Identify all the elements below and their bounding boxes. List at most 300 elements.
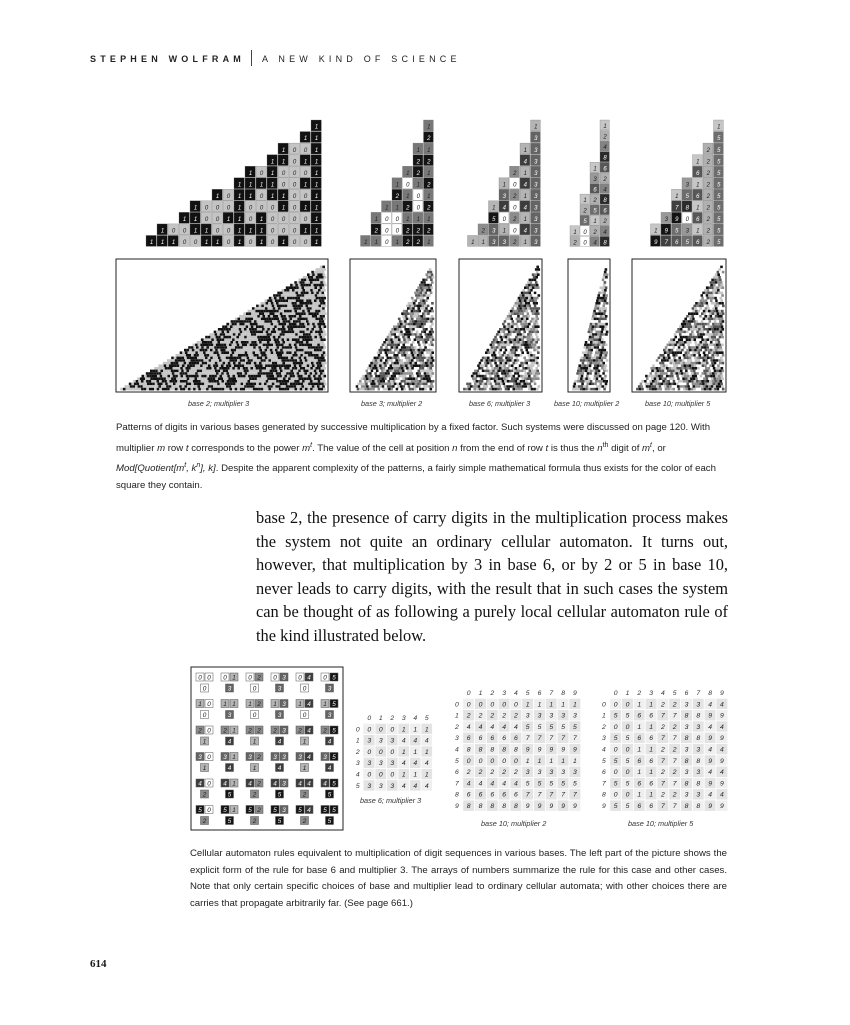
digit-cell-value: 1	[603, 123, 607, 130]
rule-input-digit: 4	[307, 727, 311, 735]
table-cell-value: 0	[625, 791, 630, 799]
digit-cell-value: 2	[374, 228, 378, 235]
rule-input-digit: 2	[223, 727, 227, 735]
digit-cell-value: 4	[593, 240, 597, 247]
table-cell-value: 5	[625, 780, 630, 788]
table-cell-value: 0	[390, 748, 395, 756]
rule-input-digit: 4	[198, 780, 202, 788]
digit-cell-value: 8	[603, 240, 607, 247]
digit-cell-value: 5	[717, 205, 721, 212]
table-row-header: 5	[455, 757, 459, 765]
digit-cell-value: 1	[303, 159, 308, 166]
table-cell-value: 4	[720, 701, 724, 709]
table-cell-value: 0	[378, 771, 383, 779]
table-cell-value: 6	[649, 757, 653, 765]
digit-cell-value: 1	[270, 182, 275, 189]
table-cell-value: 1	[637, 723, 642, 731]
table-row-header: 1	[355, 737, 360, 745]
rule-output-digit: 2	[252, 818, 257, 826]
table-cell-value: 9	[720, 757, 724, 765]
table-cell-value: 5	[549, 723, 554, 731]
digit-cell-value: 1	[259, 240, 264, 247]
digit-cell-value: 1	[523, 147, 527, 154]
digit-cell-value: 1	[204, 228, 209, 235]
digit-cell-value: 4	[523, 159, 527, 166]
digit-cell-value: 3	[502, 193, 506, 200]
table-row-header: 3	[455, 735, 459, 743]
rule-input-digit: 3	[282, 754, 286, 762]
rule-output-digit: 4	[227, 738, 232, 746]
digit-cell-value: 3	[534, 217, 538, 224]
table-cell-value: 8	[696, 757, 701, 765]
digit-cell-value: 0	[259, 193, 264, 200]
table-cell-value: 5	[537, 780, 542, 788]
digit-cell-value: 0	[685, 217, 689, 224]
table-col-header: 4	[661, 690, 665, 697]
rule-output-digit: 5	[277, 818, 282, 826]
table-cell-value: 4	[424, 760, 429, 768]
table-cell-value: 1	[649, 769, 653, 777]
rule-input-digit: 0	[223, 674, 227, 682]
table-cell-value: 0	[466, 701, 471, 709]
table-cell-value: 5	[561, 723, 565, 731]
table-cell-value: 6	[637, 735, 642, 743]
digit-cell-value: 5	[492, 217, 496, 224]
table-cell-value: 8	[514, 803, 518, 810]
table-cell-value: 7	[672, 757, 677, 765]
table-cell-value: 0	[613, 701, 618, 709]
table-col-header: 5	[672, 690, 677, 697]
digit-cell-value: 1	[427, 217, 431, 224]
rule-output-digit: 5	[227, 791, 232, 799]
table-cell-value: 4	[708, 769, 712, 777]
rule-input-digit: 1	[232, 727, 236, 735]
digit-cell-value: 2	[427, 205, 431, 212]
rule-input-digit: 4	[248, 780, 252, 788]
table-cell-value: 9	[708, 803, 712, 810]
table-cell-value: 6	[490, 735, 495, 743]
digit-cell-value: 0	[248, 240, 253, 247]
table-cell-value: 6	[466, 735, 471, 743]
table-cell-value: 0	[478, 701, 483, 709]
table-cell-value: 1	[637, 769, 642, 777]
digit-cell-value: 1	[395, 205, 399, 212]
table-cell-value: 5	[561, 780, 565, 788]
table-cell-value: 6	[649, 712, 653, 720]
digit-cell-value: 6	[696, 217, 700, 224]
table-row-header: 8	[602, 791, 606, 799]
table-row-header: 7	[602, 780, 606, 788]
table-cell-value: 0	[466, 757, 471, 765]
table-row-header: 0	[455, 701, 459, 709]
table-col-header: 7	[549, 690, 554, 697]
table-cell-value: 3	[525, 712, 530, 720]
table-cell-value: 0	[367, 771, 372, 779]
digit-cell-value: 0	[215, 228, 220, 235]
table-cell-value: 2	[502, 769, 506, 777]
digit-cell-value: 2	[706, 217, 710, 224]
table-cell-value: 6	[649, 803, 653, 810]
table-cell-value: 4	[708, 791, 712, 799]
table-cell-value: 4	[413, 737, 418, 745]
panel-label-base2-mult3: base 2; multiplier 3	[188, 399, 250, 408]
table-cell-value: 1	[573, 757, 577, 765]
digit-cell-value: 1	[385, 205, 389, 212]
table-col-header: 2	[490, 690, 495, 697]
table-cell-value: 5	[613, 780, 618, 788]
rule-input-digit: 0	[207, 674, 211, 682]
table-cell-value: 9	[549, 803, 554, 810]
digit-cell-value: 1	[281, 205, 286, 212]
digit-cell-value: 0	[281, 217, 286, 224]
digit-cell-value: 0	[292, 205, 297, 212]
digit-cell-value: 1	[248, 170, 253, 177]
header-author: STEPHEN WOLFRAM	[90, 54, 245, 64]
table-cell-value: 0	[390, 771, 395, 779]
table-cell-value: 1	[549, 701, 554, 709]
digit-cell-value: 1	[416, 147, 420, 154]
rule-output-digit: 3	[327, 685, 332, 693]
digit-cell-value: 1	[492, 205, 496, 212]
digit-cell-value: 0	[226, 240, 231, 247]
rule-input-digit: 4	[323, 780, 327, 788]
table-cell-value: 9	[708, 757, 712, 765]
digit-cell-value: 1	[523, 240, 527, 247]
table-cell-value: 9	[573, 746, 577, 754]
digit-cell-value: 9	[664, 228, 668, 235]
digit-cell-value: 1	[314, 136, 319, 143]
table-cell-value: 6	[637, 803, 642, 810]
table-cell-value: 9	[720, 803, 724, 810]
table-cell-value: 2	[478, 712, 483, 720]
digit-cell-value: 1	[573, 229, 577, 236]
digit-cell-value: 1	[248, 193, 253, 200]
digit-cell-value: 3	[593, 176, 597, 183]
digit-cell-value: 0	[204, 205, 209, 212]
summary-table-0	[355, 715, 433, 791]
table-cell-value: 5	[613, 757, 618, 765]
table-col-header: 5	[525, 690, 530, 697]
table-cell-value: 2	[514, 769, 518, 777]
table-cell-value: 3	[684, 746, 689, 754]
table-cell-value: 2	[466, 769, 471, 777]
digit-cell-value: 0	[303, 170, 308, 177]
table-col-header: 4	[514, 690, 518, 697]
table-cell-value: 1	[649, 746, 653, 754]
table-cell-value: 5	[625, 712, 630, 720]
table-cell-value: 0	[613, 746, 618, 754]
table-cell-value: 4	[720, 791, 724, 799]
digit-cell-value: 4	[523, 228, 527, 235]
digit-cell-value: 1	[314, 124, 319, 131]
digit-cell-value: 1	[182, 217, 187, 224]
digit-cell-value: 3	[534, 182, 538, 189]
digit-cell-value: 1	[502, 228, 506, 235]
table-cell-value: 3	[378, 737, 383, 745]
table-cell-value: 3	[696, 723, 701, 731]
rule-input-digit: 1	[273, 701, 277, 709]
table-cell-value: 1	[649, 723, 653, 731]
table-cell-value: 4	[514, 723, 518, 731]
table-cell-value: 2	[672, 746, 677, 754]
table-cell-value: 9	[708, 712, 712, 720]
table-col-header: 0	[367, 715, 372, 722]
digit-cell-value: 2	[573, 240, 577, 247]
digit-cell-value: 3	[534, 136, 538, 143]
table-col-header: 5	[424, 715, 429, 722]
table-row-header: 3	[602, 735, 606, 743]
rule-input-digit: 0	[207, 727, 211, 735]
digit-cell-value: 1	[471, 240, 475, 247]
digit-cell-value: 1	[314, 182, 319, 189]
table-col-header: 6	[537, 690, 542, 697]
table-cell-value: 1	[549, 757, 554, 765]
rule-input-digit: 3	[248, 754, 252, 762]
digit-cell-value: 1	[427, 193, 431, 200]
digit-cell-value: 1	[237, 228, 242, 235]
digit-cell-value: 2	[513, 240, 517, 247]
digit-cell-value: 4	[603, 187, 607, 194]
digit-cell-value: 0	[416, 205, 420, 212]
table-cell-value: 9	[537, 803, 542, 810]
table-row-header: 3	[355, 760, 360, 768]
digit-cell-value: 1	[270, 193, 275, 200]
table-cell-value: 4	[413, 782, 418, 790]
bottom-figure-caption: Cellular automaton rules equivalent to multiplication of digit sequences in various bases. The left part of the picture shows the explicit form of the rule for base 6 and multiplier 3. The arrays of numbers summarize the rule for this case and other cases. Note that only certain specific choices of base and multiplier lead to ordinary cellular automata; with other choices there are carries that propagate arbitrarily far. (See page 661.)	[190, 848, 727, 909]
digit-cell-value: 1	[193, 205, 198, 212]
table-cell-value: 6	[502, 735, 506, 743]
digit-cell-value: 1	[696, 182, 700, 189]
table-cell-value: 5	[573, 780, 577, 788]
rule-input-digit: 2	[198, 727, 202, 735]
digit-cell-value: 1	[281, 159, 286, 166]
table-cell-value: 5	[625, 757, 630, 765]
table-cell-value: 6	[514, 791, 518, 799]
table-cell-value: 3	[367, 782, 372, 790]
panel-label-base10-mult5: base 10; multiplier 5	[645, 399, 711, 408]
rule-input-digit: 0	[298, 674, 302, 682]
rule-output-digit: 5	[277, 791, 282, 799]
digit-cell-value: 3	[492, 240, 496, 247]
table-row-header: 4	[355, 771, 360, 779]
table-cell-value: 4	[401, 782, 406, 790]
digit-cell-value: 5	[717, 193, 721, 200]
table-cell-value: 3	[684, 769, 689, 777]
digit-cell-value: 1	[523, 217, 527, 224]
table-cell-value: 3	[367, 737, 372, 745]
table-cell-value: 0	[613, 769, 618, 777]
digit-cell-value: 2	[427, 182, 431, 189]
table-cell-value: 0	[613, 791, 618, 799]
digit-cell-value: 0	[416, 193, 420, 200]
table-cell-value: 2	[661, 701, 665, 709]
table-cell-value: 7	[661, 712, 665, 720]
digit-cell-value: 0	[259, 205, 264, 212]
table-cell-value: 7	[661, 803, 665, 810]
rule-input-digit: 0	[273, 674, 277, 682]
table-row-header: 8	[455, 791, 459, 799]
table-cell-value: 3	[367, 760, 372, 768]
table-cell-value: 4	[478, 723, 483, 731]
table-row-header: 0	[355, 726, 360, 734]
digit-cell-value: 0	[226, 193, 231, 200]
digit-cell-value: 2	[416, 159, 420, 166]
digit-cell-value: 6	[696, 193, 700, 200]
table-cell-value: 9	[720, 780, 724, 788]
table-row-header: 6	[455, 769, 459, 777]
table-cell-value: 0	[625, 723, 630, 731]
digit-cell-value: 0	[248, 205, 253, 212]
rule-output-digit: 3	[227, 685, 232, 693]
table-cell-value: 4	[424, 737, 429, 745]
rule-input-digit: 5	[332, 727, 336, 735]
table-cell-value: 8	[514, 746, 518, 754]
table-cell-value: 8	[684, 735, 689, 743]
table-row-header: 2	[455, 723, 459, 731]
table-cell-value: 4	[720, 769, 724, 777]
body-paragraph: base 2, the presence of carry digits in the multiplication process makes the system not quite an ordinary cellular automaton. It turns out, however, that multiplication by 3 in base 6, or by 2 or 5 in base 10, never leads to carry digits, with the result that in such cases the system can be thought of as following a purely local cellular automaton rule of the kind illustrated below.	[256, 508, 728, 645]
panel-label-base10-mult2: base 10; multiplier 2	[554, 399, 620, 408]
rule-output-digit: 5	[227, 818, 232, 826]
digit-cell-value: 1	[675, 193, 679, 200]
digit-cell-value: 0	[248, 217, 253, 224]
digit-cell-value: 2	[395, 193, 399, 200]
table-cell-value: 4	[502, 780, 506, 788]
digit-cell-value: 1	[374, 240, 378, 247]
digit-cell-value: 1	[193, 228, 198, 235]
table-cell-value: 0	[514, 701, 518, 709]
table-cell-value: 7	[661, 735, 665, 743]
digit-cell-value: 1	[237, 240, 242, 247]
table-cell-value: 4	[424, 782, 429, 790]
table-cell-value: 4	[720, 723, 724, 731]
digit-cell-value: 2	[706, 205, 710, 212]
digit-cell-value: 0	[270, 217, 275, 224]
digit-cell-value: 1	[583, 198, 587, 205]
digit-cell-value: 1	[303, 136, 308, 143]
table-col-header: 1	[625, 690, 630, 697]
digit-cell-value: 3	[664, 217, 668, 224]
digit-cell-value: 1	[259, 182, 264, 189]
table-cell-value: 3	[684, 701, 689, 709]
digit-cell-value: 0	[193, 240, 198, 247]
table-cell-value: 0	[478, 757, 483, 765]
table-row-header: 1	[602, 712, 606, 720]
table-cell-value: 8	[684, 803, 689, 810]
digit-cell-value: 2	[706, 240, 710, 247]
digit-cell-value: 0	[270, 228, 275, 235]
rule-input-digit: 0	[207, 807, 211, 815]
digit-cell-value: 1	[259, 217, 264, 224]
table-cell-value: 8	[696, 712, 701, 720]
digit-cell-value: 1	[193, 217, 198, 224]
table-cell-value: 9	[573, 803, 577, 810]
table-row-header: 1	[455, 712, 459, 720]
table-cell-value: 0	[378, 726, 383, 734]
digit-cell-value: 2	[513, 217, 517, 224]
digit-cell-value: 0	[270, 240, 275, 247]
table-cell-value: 2	[514, 712, 518, 720]
rule-input-digit: 4	[307, 674, 311, 682]
table-cell-value: 6	[637, 757, 642, 765]
table-cell-value: 1	[525, 701, 530, 709]
digit-cell-value: 0	[406, 182, 410, 189]
table-cell-value: 3	[561, 769, 565, 777]
digit-cell-value: 3	[534, 205, 538, 212]
digit-cell-value: 2	[603, 134, 607, 141]
digit-cell-value: 0	[513, 205, 517, 212]
table-row-header: 4	[602, 746, 606, 754]
table-cell-value: 4	[708, 701, 712, 709]
digit-cell-value: 5	[685, 240, 689, 247]
table-cell-value: 9	[720, 712, 724, 720]
rule-input-digit: 3	[198, 754, 202, 762]
rule-input-digit: 4	[298, 780, 302, 788]
table-cell-value: 4	[708, 723, 712, 731]
digit-cell-value: 6	[603, 208, 607, 215]
rule-output-digit: 4	[227, 765, 232, 773]
rule-input-digit: 2	[257, 754, 261, 762]
digit-cell-value: 5	[717, 147, 721, 154]
digit-cell-value: 1	[237, 205, 242, 212]
table-cell-value: 8	[502, 803, 506, 810]
digit-cell-value: 0	[292, 170, 297, 177]
rule-output-digit: 5	[327, 818, 332, 826]
rule-input-digit: 5	[248, 807, 252, 815]
table-cell-value: 7	[661, 780, 665, 788]
digit-cell-value: 4	[502, 205, 506, 212]
digit-cell-value: 0	[395, 217, 399, 224]
table-cell-value: 3	[549, 712, 554, 720]
table-cell-value: 0	[490, 757, 495, 765]
table-cell-value: 4	[466, 723, 471, 731]
digit-cell-value: 4	[523, 182, 527, 189]
rule-input-digit: 5	[298, 807, 302, 815]
table-cell-value: 1	[413, 771, 418, 779]
digit-cell-value: 3	[534, 228, 538, 235]
table-cell-value: 8	[478, 746, 483, 754]
rule-input-digit: 3	[273, 754, 277, 762]
table-cell-value: 1	[424, 748, 429, 756]
table-cell-value: 8	[696, 780, 701, 788]
table-col-header: 3	[649, 690, 653, 697]
digit-cell-value: 0	[303, 147, 308, 154]
table-cell-value: 6	[649, 735, 653, 743]
panel-label-base6-mult3: base 6; multiplier 3	[469, 399, 531, 408]
rule-input-digit: 2	[298, 727, 302, 735]
table-cell-value: 7	[525, 735, 530, 743]
table-cell-value: 6	[478, 791, 483, 799]
digit-cell-value: 0	[292, 182, 297, 189]
digit-cell-value: 0	[303, 240, 308, 247]
table-cell-value: 5	[525, 780, 530, 788]
digit-cell-value: 6	[696, 170, 700, 177]
table-col-header: 8	[708, 690, 712, 697]
table-cell-value: 0	[367, 748, 372, 756]
digit-cell-value: 7	[675, 205, 679, 212]
table-col-header: 7	[696, 690, 701, 697]
digit-cell-value: 1	[427, 240, 431, 247]
digit-cell-value: 3	[685, 182, 689, 189]
rule-input-digit: 3	[323, 754, 327, 762]
table-cell-value: 0	[613, 723, 618, 731]
table-cell-value: 2	[478, 769, 483, 777]
digit-cell-value: 0	[182, 228, 187, 235]
digit-cell-value: 9	[675, 217, 679, 224]
table-cell-value: 7	[537, 735, 542, 743]
table-cell-value: 9	[561, 803, 565, 810]
table-row-header: 6	[602, 769, 606, 777]
